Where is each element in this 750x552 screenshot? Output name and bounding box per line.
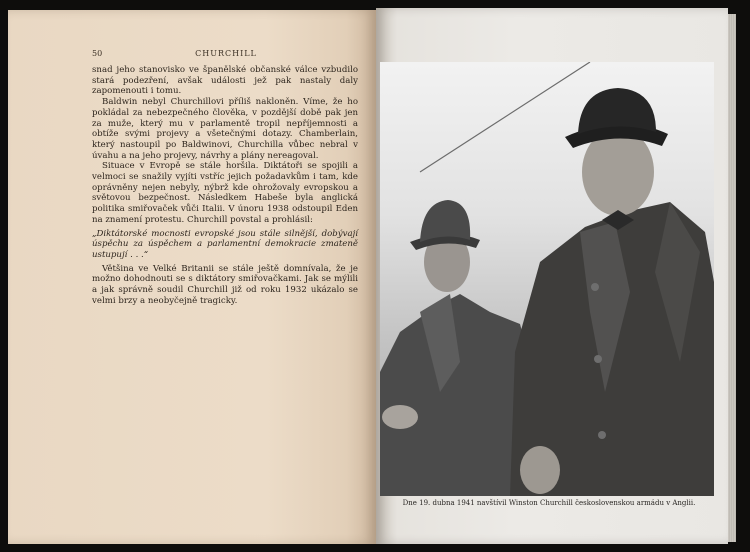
photo-caption: Dne 19. dubna 1941 navštívil Winston Churchill československou armádu v Anglii. <box>402 499 696 507</box>
left-man-hat-crown <box>420 200 470 242</box>
running-head <box>92 49 360 61</box>
photograph <box>380 62 714 496</box>
photo-illustration <box>380 62 714 496</box>
paragraph: snad jeho stanovisko ve španělské občanské válce vzbudilo stará podezření, avšak události jež pak nastaly daly zapomenouti i tomu. <box>92 65 358 97</box>
paragraph: Situace v Evropě se stále horšila. Diktátoři se spojili a velmoci se snažily vyjíti vstříc jejich požadavkům i tam, kde oprávněny nejen nebyly, nýbrž kde ohrožovaly evropskou a světovou bezpečnost. Následkem Habeše byla anglická politika smiřovaček vůči Italii. V únoru 1938 odstoupil Eden na znamení protestu. Churchill povstal a prohlásil: <box>92 161 358 225</box>
page-number: 50 <box>92 49 103 58</box>
body-text <box>92 65 358 306</box>
page-edges <box>728 14 736 542</box>
running-head-title: CHURCHILL <box>195 49 257 58</box>
coat-button <box>598 431 606 439</box>
coat-button <box>591 283 599 291</box>
paragraph: Baldwin nebyl Churchillovi příliš nakloněn. Víme, že ho pokládal za nebezpečného člověka, v pozdější době pak jen za muže, který mu v parlamentě tropil nepříjemnosti a obtíže svými projevy a všetečnými dotazy. Chamberlain, který nastoupil po Baldwinovi, Churchilla vůbec nebral v úvahu a na jeho projevy, návrhy a plány nereagoval. <box>92 97 358 161</box>
right-man-hand <box>520 446 560 494</box>
paragraph: Většina ve Velké Britanii se stále ještě domnívala, že je možno dohodnouti se s diktátory smiřovačkami. Jak se mýlili a jak správně soudil Churchill již od roku 1932 ukázalo se velmi brzy a neobyčejně tragicky. <box>92 263 358 306</box>
left-man-hands <box>382 405 418 429</box>
cable-line <box>420 62 590 172</box>
left-man-coat <box>380 294 530 496</box>
coat-button <box>594 355 602 363</box>
quote: „Diktátorské mocnosti evropské jsou stále silnější, dobývají úspěchu za úspěchem a parlamentní demokracie zmateně ustupují . . .“ <box>92 228 358 260</box>
